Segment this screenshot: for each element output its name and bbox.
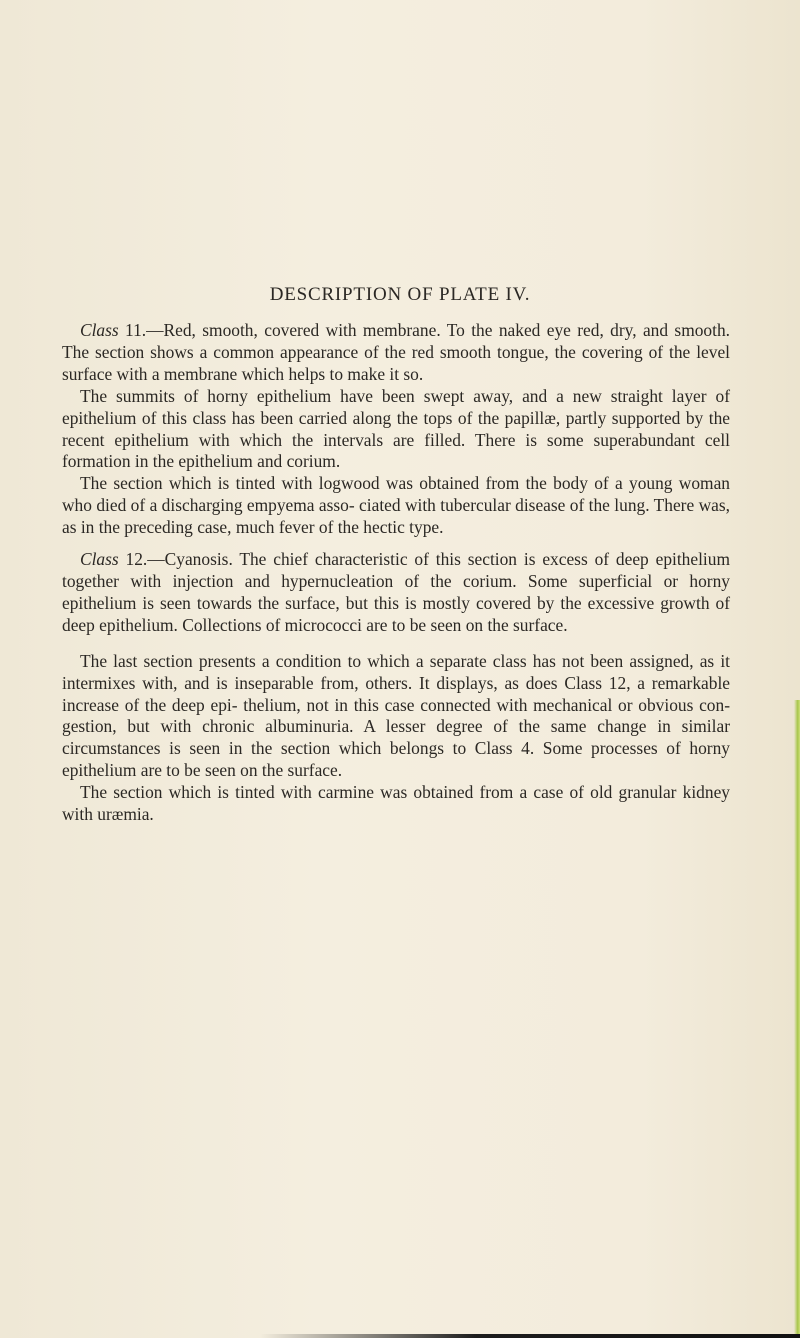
page-edge-bottom: [260, 1334, 800, 1338]
paragraph-class-11: [62, 320, 730, 386]
paragraph: The last section presents a condition to which a separate class has not been assigned, as it intermixes with, and is inseparable from, others. It displays, as does Class 12, a remarkable increase of the deep epi- thelium, not in this case connected with mechanical or obvious con- gestion, but with chronic albuminuria. A lesser degree of the same change in similar circumstances is seen in the section which belongs to Class 4. Some processes of horny epithelium are to be seen on the surface.: [62, 650, 730, 781]
class-number: 12.: [118, 549, 148, 570]
body-text: [62, 320, 730, 826]
class-label: Class: [80, 549, 119, 570]
paragraph-text: —Cyanosis. The chief characteristic of this section is excess of deep epithelium together with injection and hypernucleation of the corium. Some superficial or horny epithelium is seen towards the surface, but this is mostly covered by the excessive growth of deep epithelium. Collections of micrococci are to be seen on the surface.: [62, 549, 730, 635]
class-number: 11.: [118, 320, 147, 340]
page-edge-right: [794, 700, 800, 1338]
paragraph: The section which is tinted with carmine was obtained from a case of old granular kidney with uræmia.: [62, 782, 730, 825]
paragraph: The section which is tinted with logwood was obtained from the body of a young woman who died of a discharging empyema asso- ciated with tubercular disease of the lung. There was, as in the preceding case, much fever of the hectic type.: [62, 473, 730, 538]
paragraph: The summits of horny epithelium have been swept away, and a new straight layer of epithelium of this class has been carried along the tops of the papillæ, partly supported by the recent epithelium with which the intervals are filled. There is some superabundant cell formation in the epithelium and corium.: [62, 385, 730, 472]
paragraph-text: —Red, smooth, covered with membrane. To the naked eye red, dry, and smooth. The section shows a common appearance of the red smooth tongue, the covering of the level surface with a membrane which helps to make it so.: [62, 320, 730, 384]
class-label: Class: [80, 320, 119, 340]
page-heading: DESCRIPTION OF PLATE IV.: [269, 284, 531, 305]
paragraph-class-12: [62, 549, 730, 637]
